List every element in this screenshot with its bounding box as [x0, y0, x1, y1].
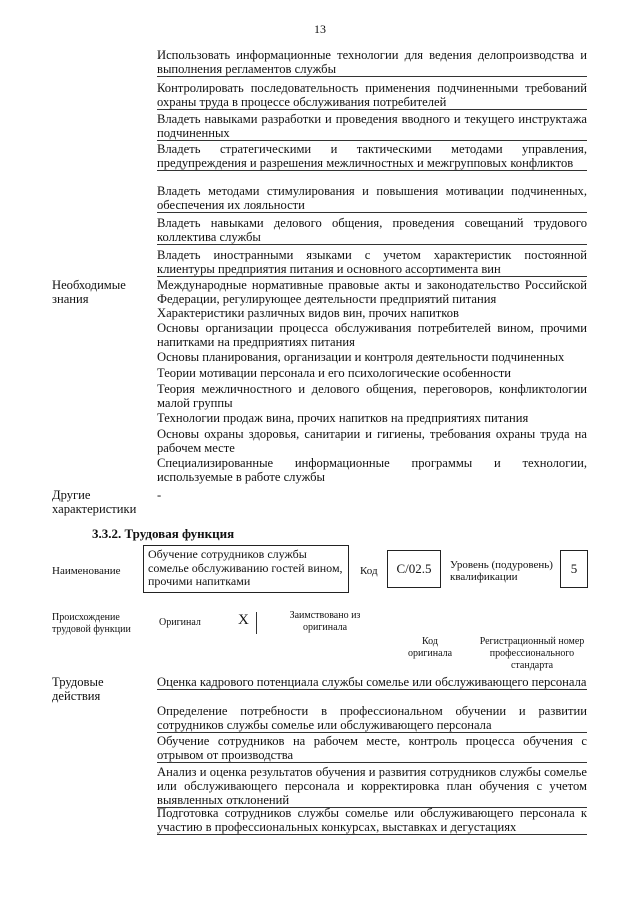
level-label: Уровень (подуровень) квалификации [450, 559, 553, 583]
knowledge-label: Необходимые знания [52, 278, 126, 306]
origin-label: Происхождение трудовой функции [52, 612, 131, 635]
other-label: Другие характеристики [52, 488, 137, 516]
action-item: Анализ и оценка результатов обучения и развития сотрудников службы сомелье или обслуживающего персонала и корректировка план обучения с учетом выявленных отклонений [157, 765, 587, 807]
original-mark: X [238, 612, 249, 628]
original-label: Оригинал [159, 617, 201, 628]
skill-item: Владеть иностранными языками с учетом характеристик постоянной клиентуры предприятия питания и основного ассортимента вин [157, 248, 587, 276]
action-item: Оценка кадрового потенциала службы сомелье или обслуживающего персонала [157, 675, 587, 689]
action-item: Определение потребности в профессиональном обучении и развитии сотрудников службы сомелье или обслуживающего персонала [157, 704, 587, 732]
knowledge-item: Характеристики различных видов вин, прочих напитков [157, 306, 459, 320]
code-caption: Код оригинала [407, 636, 453, 659]
action-item: Обучение сотрудников на рабочем месте, контроль процесса обучения с отрывом от производства [157, 734, 587, 762]
function-name: Обучение сотрудников службы сомелье обслуживанию гостей вином, прочими напитками [143, 545, 349, 593]
skill-item: Владеть стратегическими и тактическими методами управления, предупреждения и разрешения межличностных и межгрупповых конфликтов [157, 142, 587, 170]
name-label: Наименование [52, 565, 121, 577]
knowledge-item: Основы охраны здоровья, санитарии и гигиены, требования охраны труда на рабочем месте [157, 427, 587, 455]
skill-item: Владеть навыками делового общения, проведения совещаний трудового коллектива службы [157, 216, 587, 244]
reg-caption: Регистрационный номер профессионального стандарта [479, 636, 585, 671]
action-item: Подготовка сотрудников службы сомелье или обслуживающего персонала к участию в профессиональных конкурсах, выставках и дегустациях [157, 806, 587, 834]
knowledge-item: Теории мотивации персонала и его психологические особенности [157, 366, 512, 380]
function-code: C/02.5 [387, 550, 441, 588]
skill-item: Владеть навыками разработки и проведения вводного и текущего инструктажа подчиненных [157, 112, 587, 140]
page-number: 13 [314, 22, 326, 36]
knowledge-item: Теория межличностного и делового общения, переговоров, конфликтологии малой группы [157, 382, 587, 410]
skill-item: Владеть методами стимулирования и повышения мотивации подчиненных, обеспечения их лояльности [157, 184, 587, 212]
knowledge-item: Международные нормативные правовые акты и законодательство Российской Федерации, регулирующее деятельности предприятий питания [157, 278, 587, 306]
other-value: - [157, 488, 162, 502]
skill-item: Контролировать последовательность применения подчиненными требований охраны труда в процессе обслуживания потребителей [157, 81, 587, 109]
cell-divider [256, 612, 257, 634]
knowledge-item: Основы планирования, организации и контроля деятельности подчиненных [157, 350, 565, 364]
section-title: 3.3.2. Трудовая функция [92, 526, 235, 541]
skill-item: Использовать информационные технологии для ведения делопроизводства и выполнения регламентов службы [157, 48, 587, 76]
level-value: 5 [560, 550, 588, 588]
knowledge-item: Основы организации процесса обслуживания потребителей вином, прочими напитками на предприятиях питания [157, 321, 587, 349]
knowledge-item: Технологии продаж вина, прочих напитков на предприятиях питания [157, 411, 529, 425]
knowledge-item: Специализированные информационные программы и технологии, используемые в работе службы [157, 456, 587, 484]
actions-label: Трудовые действия [52, 675, 104, 703]
borrowed-label: Заимствовано из оригинала [289, 610, 361, 633]
code-label: Код [360, 565, 378, 577]
